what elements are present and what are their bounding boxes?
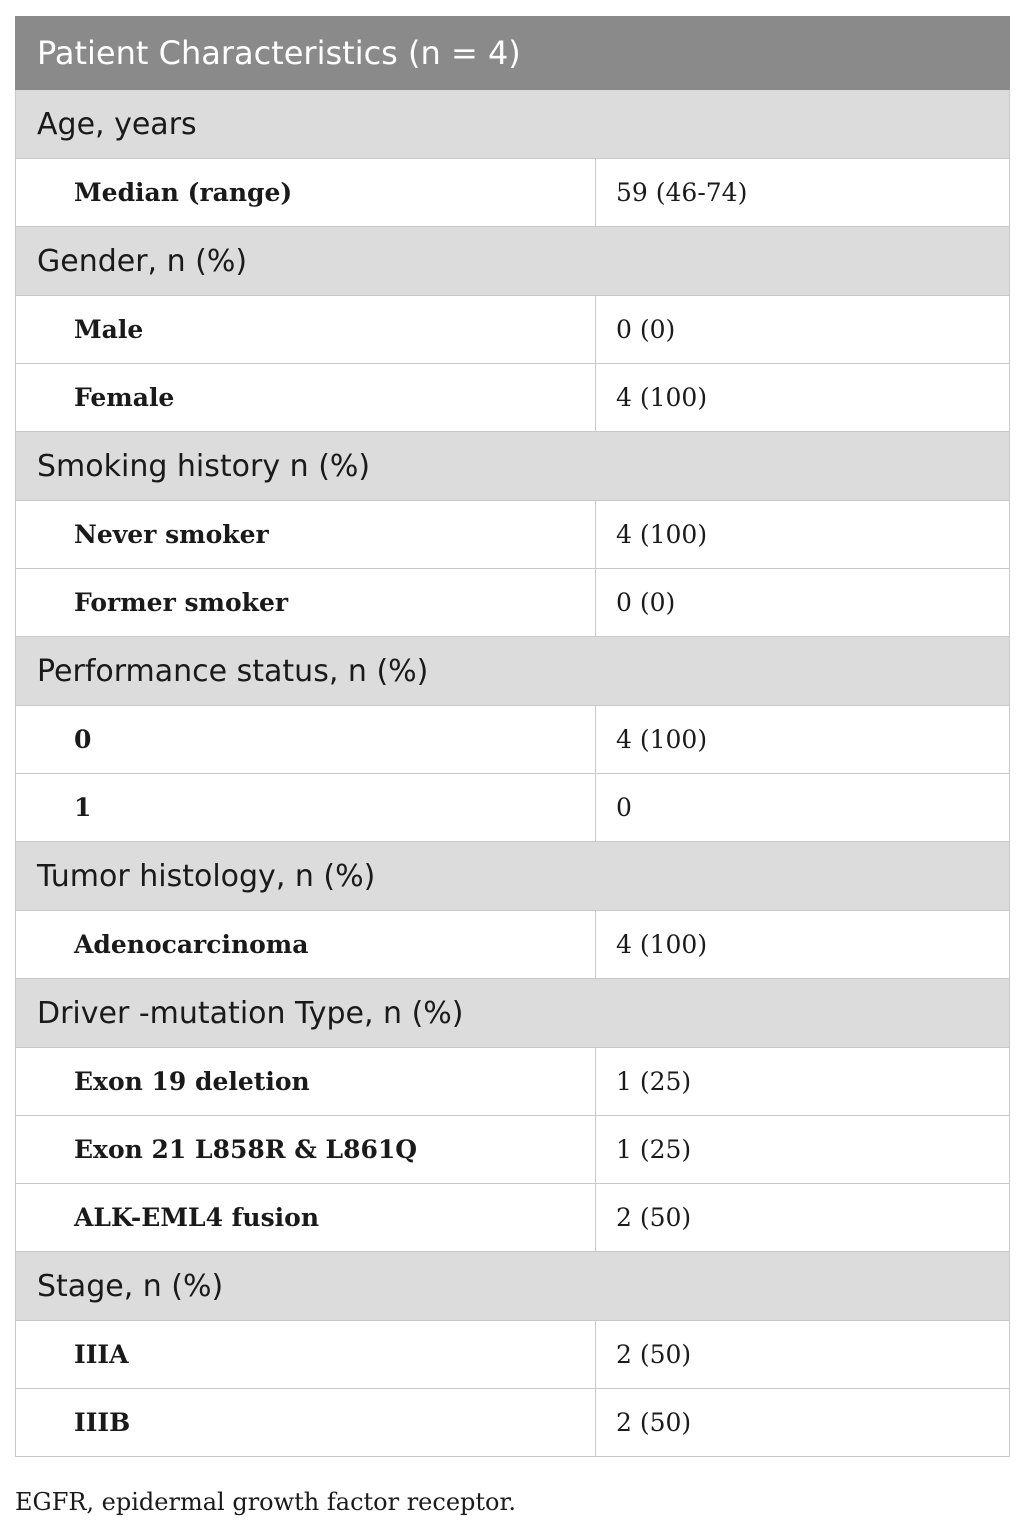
table-footnote: EGFR, epidermal growth factor receptor. (15, 1488, 516, 1516)
row-value: 4 (100) (596, 364, 1010, 432)
row-value: 2 (50) (596, 1321, 1010, 1389)
row-value: 2 (50) (596, 1389, 1010, 1457)
section-heading: Stage, n (%) (16, 1252, 1010, 1321)
table-row (16, 911, 1010, 979)
table-row (16, 364, 1010, 432)
row-label: Exon 19 deletion (16, 1048, 596, 1116)
section-heading: Tumor histology, n (%) (16, 842, 1010, 911)
row-label: IIIB (16, 1389, 596, 1457)
table-row (16, 159, 1010, 227)
row-value: 1 (25) (596, 1116, 1010, 1184)
row-label: 1 (16, 774, 596, 842)
table-title: Patient Characteristics (n = 4) (16, 17, 1010, 90)
section-heading: Smoking history n (%) (16, 432, 1010, 501)
table-row (16, 1184, 1010, 1252)
patient-characteristics-table (15, 16, 1009, 1457)
row-label: ALK-EML4 fusion (16, 1184, 596, 1252)
row-label: Male (16, 296, 596, 364)
row-value: 4 (100) (596, 911, 1010, 979)
row-label: 0 (16, 706, 596, 774)
row-value: 2 (50) (596, 1184, 1010, 1252)
row-value: 0 (0) (596, 296, 1010, 364)
table-row (16, 1321, 1010, 1389)
row-value: 59 (46-74) (596, 159, 1010, 227)
row-label: Exon 21 L858R & L861Q (16, 1116, 596, 1184)
row-value: 4 (100) (596, 706, 1010, 774)
table-row (16, 1116, 1010, 1184)
row-label: Never smoker (16, 501, 596, 569)
section-header-row (16, 90, 1010, 159)
section-heading: Driver -mutation Type, n (%) (16, 979, 1010, 1048)
table-title-row (16, 17, 1010, 90)
row-value: 0 (0) (596, 569, 1010, 637)
section-header-row (16, 227, 1010, 296)
table-row (16, 1048, 1010, 1116)
row-value: 4 (100) (596, 501, 1010, 569)
table-row (16, 501, 1010, 569)
section-heading: Age, years (16, 90, 1010, 159)
table-row (16, 774, 1010, 842)
row-label: Median (range) (16, 159, 596, 227)
table-row (16, 706, 1010, 774)
section-header-row (16, 842, 1010, 911)
row-value: 1 (25) (596, 1048, 1010, 1116)
row-value: 0 (596, 774, 1010, 842)
row-label: Former smoker (16, 569, 596, 637)
table-row (16, 1389, 1010, 1457)
section-header-row (16, 979, 1010, 1048)
section-header-row (16, 432, 1010, 501)
table-row (16, 569, 1010, 637)
section-heading: Performance status, n (%) (16, 637, 1010, 706)
table-row (16, 296, 1010, 364)
row-label: Female (16, 364, 596, 432)
section-heading: Gender, n (%) (16, 227, 1010, 296)
section-header-row (16, 637, 1010, 706)
row-label: IIIA (16, 1321, 596, 1389)
row-label: Adenocarcinoma (16, 911, 596, 979)
section-header-row (16, 1252, 1010, 1321)
